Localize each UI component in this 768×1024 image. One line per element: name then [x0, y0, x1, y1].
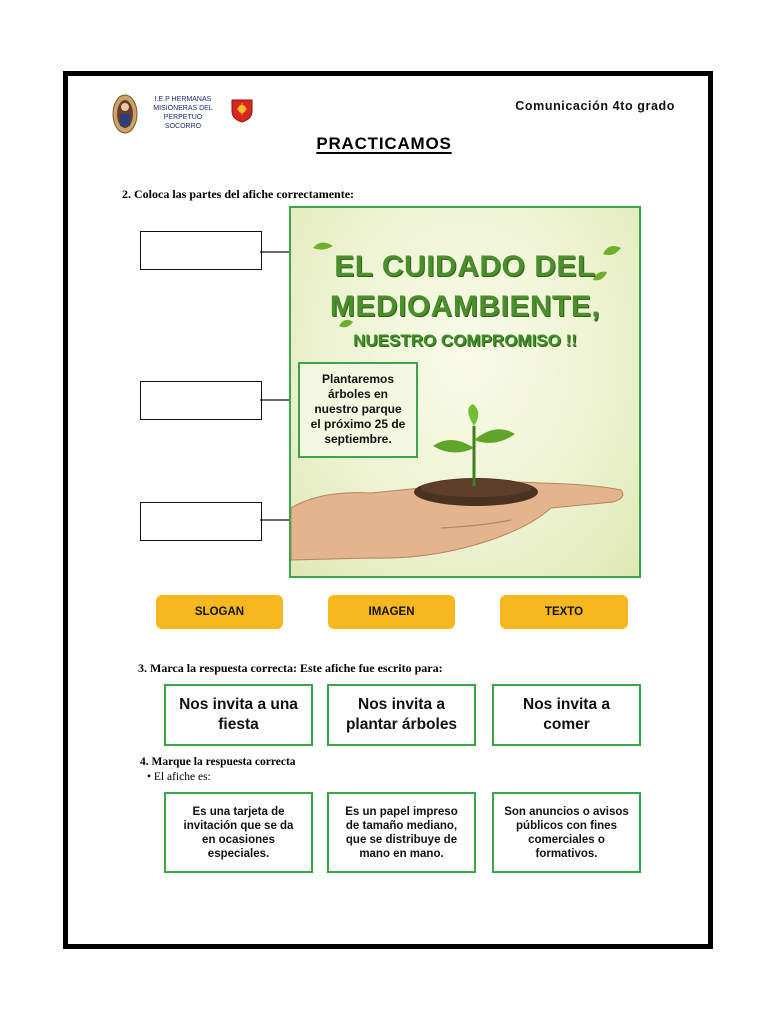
- tag-slogan[interactable]: SLOGAN: [156, 595, 283, 629]
- option-line: comer: [543, 716, 590, 733]
- option-line: mano en mano.: [359, 847, 444, 860]
- shield-crest-icon: [230, 97, 254, 123]
- q4-option-1[interactable]: [164, 792, 313, 873]
- school-name-line: I.E.P HERMANAS: [154, 96, 212, 103]
- poster-image: [289, 206, 641, 578]
- poster-text-line: nuestro parque: [314, 402, 402, 416]
- leaf-icon: [313, 242, 333, 249]
- school-logo: [112, 92, 262, 136]
- question-4-prompt: 4. Marque la respuesta correcta: [140, 756, 296, 768]
- option-line: comerciales o: [528, 833, 605, 846]
- q4-option-3[interactable]: [492, 792, 641, 873]
- poster-text-line: el próximo 25 de: [310, 417, 406, 431]
- option-line: plantar árboles: [345, 716, 458, 733]
- option-line: Nos invita a una: [179, 696, 298, 713]
- poster-slogan-line: EL CUIDADO DEL: [334, 250, 596, 283]
- page-title: [0, 134, 768, 154]
- answer-box-3[interactable]: [140, 502, 262, 541]
- option-line: Son anuncios o avisos: [504, 805, 629, 818]
- option-line: Es un papel impreso: [345, 805, 458, 818]
- virgin-image-icon: [112, 94, 138, 134]
- option-line: Nos invita a: [358, 696, 445, 713]
- option-line: especiales.: [207, 847, 270, 860]
- answer-box-2[interactable]: [140, 381, 262, 420]
- question-2-prompt: 2. Coloca las partes del afiche correctamente:: [122, 187, 355, 201]
- question-3-prompt: 3. Marca la respuesta correcta: Este afiche fue escrito para:: [138, 661, 443, 675]
- option-line: de tamaño mediano,: [345, 819, 458, 832]
- option-line: públicos con fines: [516, 819, 617, 832]
- q4-option-2[interactable]: [327, 792, 476, 873]
- option-line: Nos invita a: [523, 696, 610, 713]
- poster-text-line: árboles en: [327, 387, 389, 401]
- q3-option-1[interactable]: [164, 684, 313, 746]
- option-line: formativos.: [535, 847, 598, 860]
- option-line: fiesta: [218, 716, 259, 733]
- option-line: que se distribuye de: [345, 833, 458, 846]
- q3-option-3[interactable]: [492, 684, 641, 746]
- answer-box-1[interactable]: [140, 231, 262, 270]
- poster-slogan-line: MEDIOAMBIENTE,: [329, 290, 601, 323]
- poster-text-line: septiembre.: [324, 432, 392, 446]
- school-name-line: SOCORRO: [164, 123, 202, 130]
- school-name: [138, 95, 228, 131]
- option-line: en ocasiones: [202, 833, 275, 846]
- page-title-text: PRACTICAMOS: [316, 134, 452, 153]
- option-line: Es una tarjeta de: [192, 805, 285, 818]
- poster-slogan-line: NUESTRO COMPROMISO !!: [353, 331, 577, 350]
- poster-text-box: [298, 362, 418, 458]
- tag-texto[interactable]: TEXTO: [500, 595, 628, 629]
- q3-option-2[interactable]: [327, 684, 476, 746]
- tag-imagen[interactable]: IMAGEN: [328, 595, 455, 629]
- school-name-line: MISIONERAS DEL PERPETUO: [153, 105, 213, 121]
- poster-text-line: Plantaremos: [321, 372, 395, 386]
- course-label: Comunicación 4to grado: [515, 99, 675, 113]
- question-4-bullet: • El afiche es:: [147, 771, 211, 783]
- option-line: invitación que se da: [183, 819, 294, 832]
